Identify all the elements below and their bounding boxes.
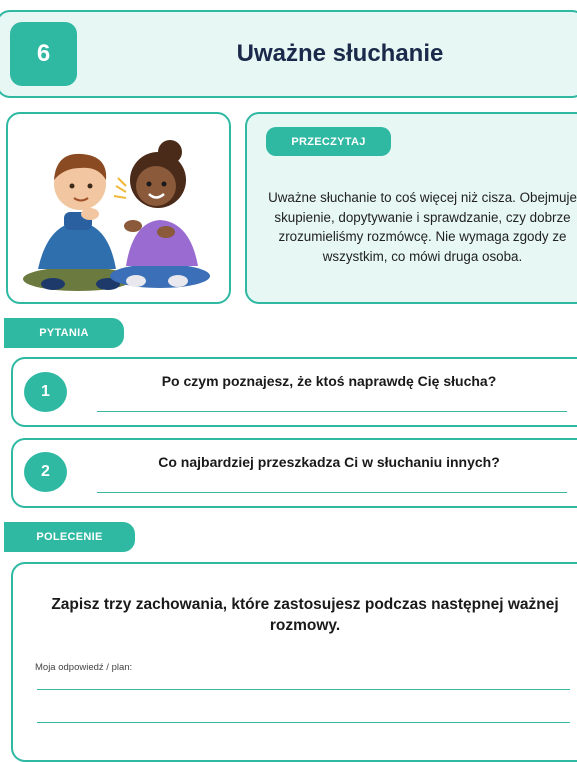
task-answer-line-2[interactable] — [37, 722, 570, 723]
questions-label: PYTANIA — [4, 318, 124, 348]
answer-line-1[interactable] — [97, 411, 567, 412]
question-number-2: 2 — [24, 452, 67, 492]
question-text-1: Po czym poznajesz, że ktoś naprawdę Cię słucha? — [161, 373, 497, 389]
illustration-card — [6, 112, 231, 304]
task-label: POLECENIE — [4, 522, 135, 552]
task-answer-line-1[interactable] — [37, 689, 570, 690]
kids-listening-illustration — [8, 114, 229, 302]
question-card-1 — [11, 357, 577, 427]
question-number-1: 1 — [24, 372, 67, 412]
answer-line-2[interactable] — [97, 492, 567, 493]
read-label: PRZECZYTAJ — [266, 127, 391, 156]
question-card-2 — [11, 438, 577, 508]
question-text-2: Co najbardziej przeszkadza Ci w słuchaniu innych? — [158, 454, 500, 470]
lesson-number: 6 — [36, 40, 51, 67]
lesson-number-badge — [10, 22, 77, 86]
read-text: Uważne słuchanie to coś więcej niż cisza. Obejmuje skupienie, dopytywanie i sprawdzanie, czy dobrze zrozumieliśmy rozmówcę. Nie wymaga zgody ze wszystkim, co mówi druga osoba. — [268, 190, 577, 264]
page-title: Uważne słuchanie — [236, 40, 444, 67]
answer-label: Moja odpowiedź / plan: — [35, 662, 133, 673]
task-text: Zapisz trzy zachowania, które zastosujesz podczas następnej ważnej rozmowy. — [51, 596, 559, 634]
